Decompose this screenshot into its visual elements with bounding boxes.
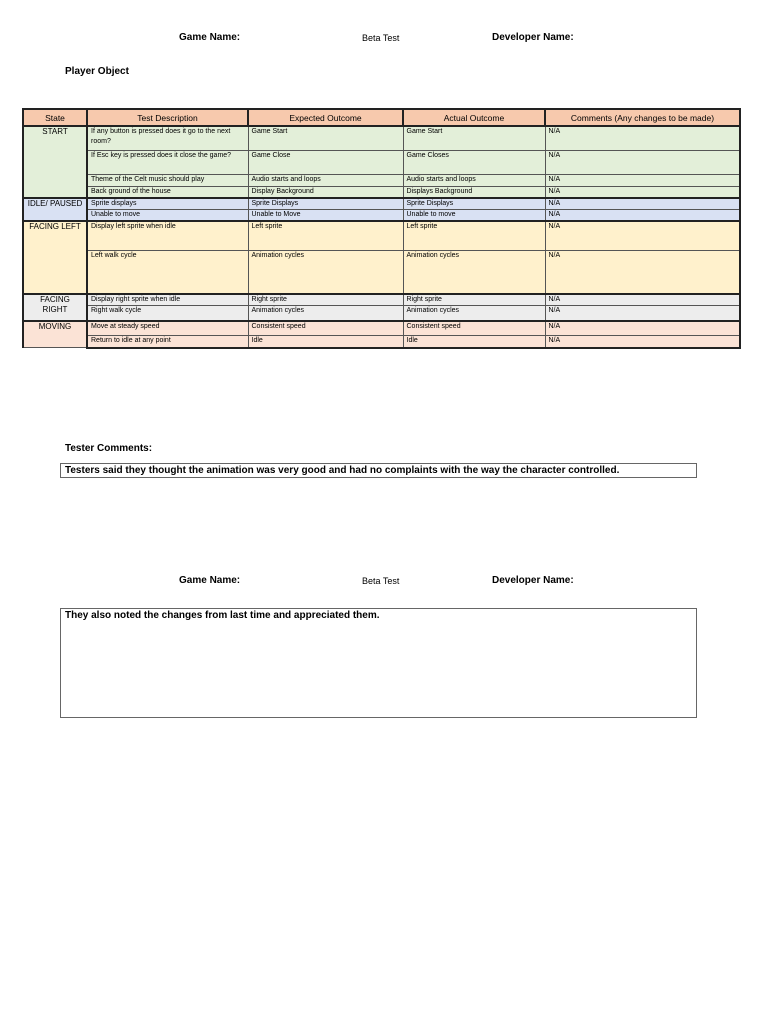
state-cell: IDLE/ PAUSED: [23, 198, 87, 221]
actual-cell: Animation cycles: [403, 306, 545, 321]
table-row: [23, 186, 740, 198]
actual-cell: Left sprite: [403, 221, 545, 250]
column-header: Test Description: [87, 109, 248, 126]
actual-cell: Right sprite: [403, 294, 545, 306]
game-name-label: Game Name:: [179, 32, 241, 43]
game-name-value: Beta Test: [362, 33, 400, 43]
table-row: [23, 174, 740, 186]
table-row: [23, 126, 740, 150]
developer-name-label: Developer Name:: [492, 32, 574, 43]
state-cell: MOVING: [23, 321, 87, 348]
comment-cell: N/A: [545, 126, 740, 150]
table-header-row: [23, 109, 740, 126]
column-header: Comments (Any changes to be made): [545, 109, 740, 126]
expected-cell: Display Background: [248, 186, 403, 198]
column-header: State: [23, 109, 87, 126]
comment-cell: N/A: [545, 336, 740, 348]
actual-cell: Idle: [403, 336, 545, 348]
desc-cell: Left walk cycle: [87, 250, 248, 294]
desc-cell: If any button is pressed does it go to the next room?: [87, 126, 248, 150]
expected-cell: Sprite Displays: [248, 198, 403, 210]
desc-cell: Return to idle at any point: [87, 336, 248, 348]
developer-name-label-2: Developer Name:: [492, 575, 574, 586]
comment-cell: N/A: [545, 321, 740, 336]
table-row: [23, 321, 740, 336]
test-table: [22, 108, 741, 349]
expected-cell: Right sprite: [248, 294, 403, 306]
actual-cell: Displays Background: [403, 186, 545, 198]
desc-cell: Display right sprite when idle: [87, 294, 248, 306]
tester-comments-label: Tester Comments:: [65, 443, 153, 454]
actual-cell: Game Closes: [403, 150, 545, 174]
expected-cell: Unable to Move: [248, 210, 403, 222]
actual-cell: Audio starts and loops: [403, 174, 545, 186]
desc-cell: Sprite displays: [87, 198, 248, 210]
expected-cell: Game Close: [248, 150, 403, 174]
tester-comment-text-2: They also noted the changes from last time and appreciated them.: [65, 610, 380, 621]
desc-cell: Display left sprite when idle: [87, 221, 248, 250]
expected-cell: Consistent speed: [248, 321, 403, 336]
state-cell: FACING RIGHT: [23, 294, 87, 321]
comment-cell: N/A: [545, 221, 740, 250]
expected-cell: Left sprite: [248, 221, 403, 250]
desc-cell: Unable to move: [87, 210, 248, 222]
comment-cell: N/A: [545, 174, 740, 186]
table-row: [23, 150, 740, 174]
expected-cell: Game Start: [248, 126, 403, 150]
actual-cell: Game Start: [403, 126, 545, 150]
expected-cell: Animation cycles: [248, 306, 403, 321]
tester-comment-text: Testers said they thought the animation was very good and had no complaints with the way the character controlled.: [65, 465, 620, 476]
desc-cell: Right walk cycle: [87, 306, 248, 321]
tester-comment-box-2: [60, 608, 697, 718]
comment-cell: N/A: [545, 250, 740, 294]
column-header: Actual Outcome: [403, 109, 545, 126]
desc-cell: Theme of the Celt music should play: [87, 174, 248, 186]
state-cell: START: [23, 126, 87, 198]
expected-cell: Audio starts and loops: [248, 174, 403, 186]
comment-cell: N/A: [545, 198, 740, 210]
section-title: Player Object: [65, 66, 129, 77]
expected-cell: Idle: [248, 336, 403, 348]
game-name-label-2: Game Name:: [179, 575, 241, 586]
table-row: [23, 198, 740, 210]
comment-cell: N/A: [545, 186, 740, 198]
table-row: [23, 336, 740, 348]
column-header: Expected Outcome: [248, 109, 403, 126]
table-row: [23, 306, 740, 321]
actual-cell: Sprite Displays: [403, 198, 545, 210]
tester-comment-box: [60, 463, 697, 478]
table-row: [23, 250, 740, 294]
comment-cell: N/A: [545, 150, 740, 174]
comment-cell: N/A: [545, 210, 740, 222]
desc-cell: Back ground of the house: [87, 186, 248, 198]
state-cell: FACING LEFT: [23, 221, 87, 294]
comment-cell: N/A: [545, 306, 740, 321]
game-name-value-2: Beta Test: [362, 576, 400, 586]
table-row: [23, 210, 740, 222]
desc-cell: Move at steady speed: [87, 321, 248, 336]
table-row: [23, 294, 740, 306]
actual-cell: Consistent speed: [403, 321, 545, 336]
actual-cell: Unable to move: [403, 210, 545, 222]
table-row: [23, 221, 740, 250]
desc-cell: If Esc key is pressed does it close the game?: [87, 150, 248, 174]
expected-cell: Animation cycles: [248, 250, 403, 294]
comment-cell: N/A: [545, 294, 740, 306]
actual-cell: Animation cycles: [403, 250, 545, 294]
